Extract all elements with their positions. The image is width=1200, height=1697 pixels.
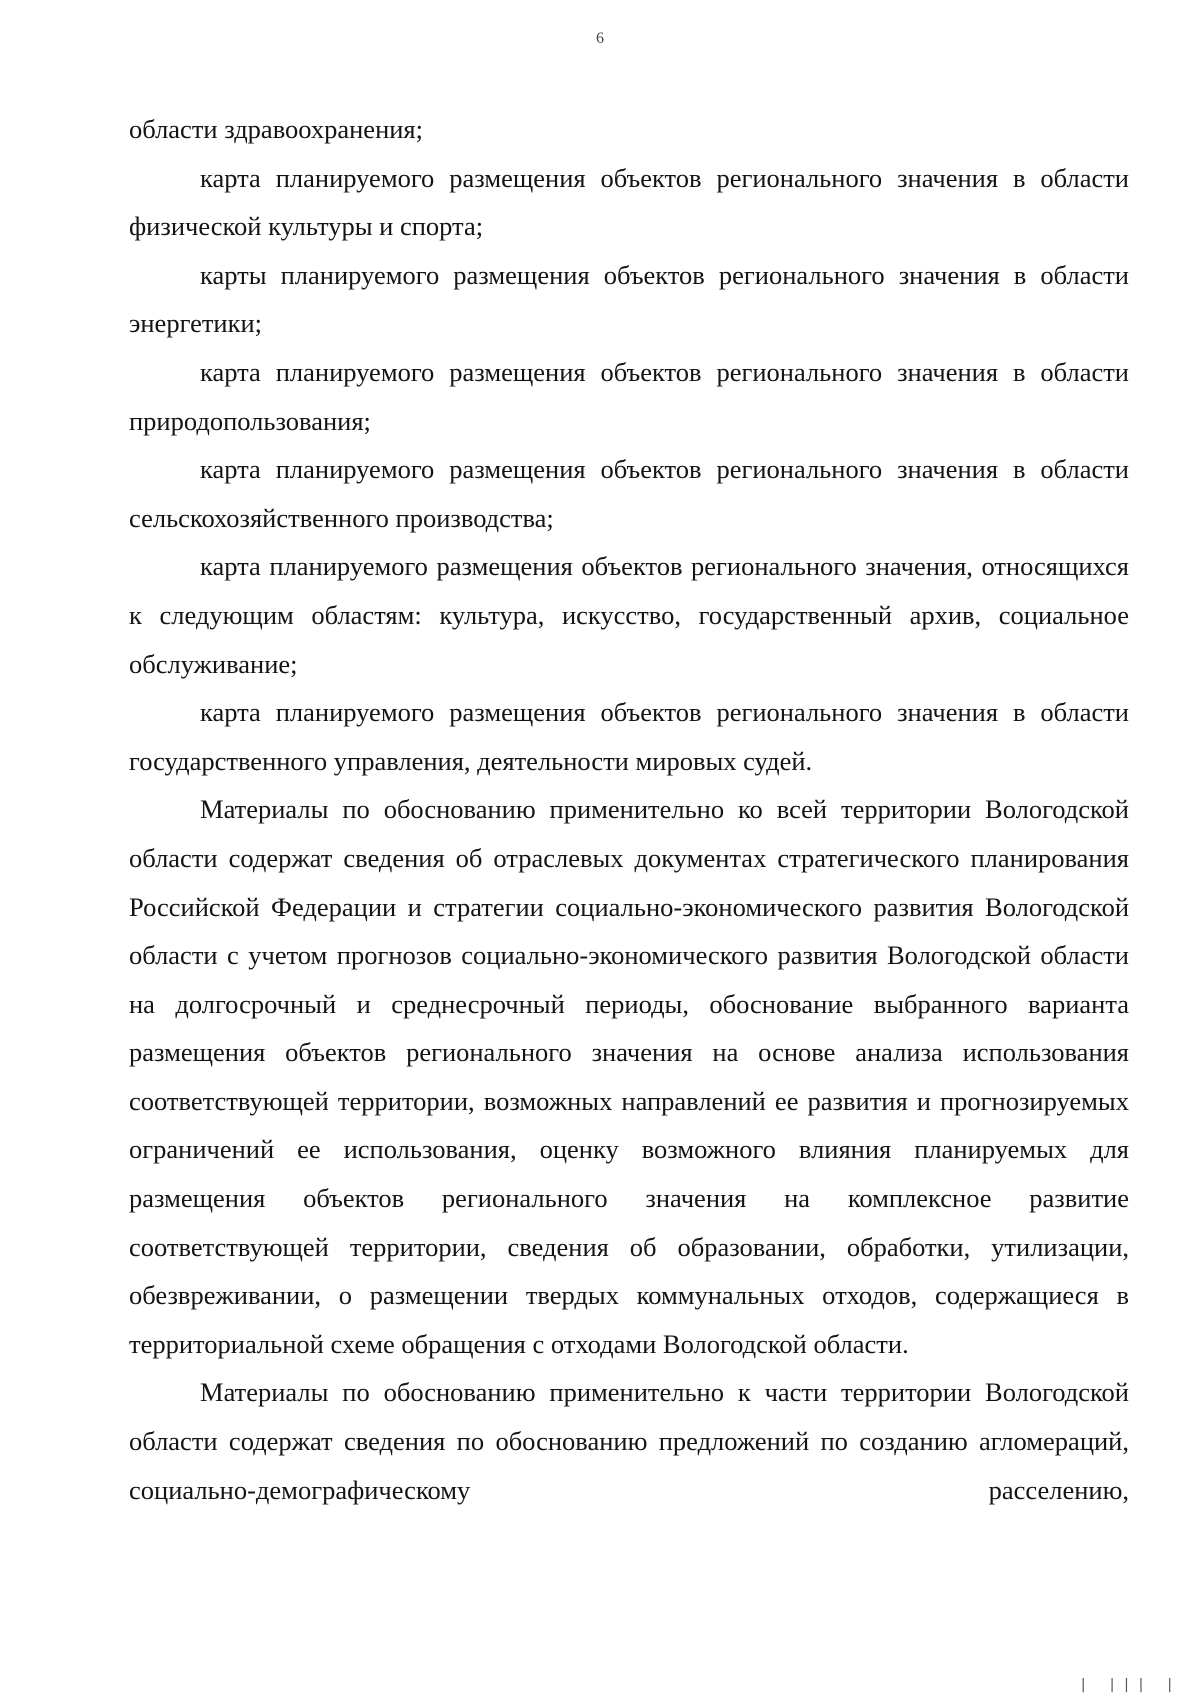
document-body (129, 105, 1129, 1514)
paragraph-materials-whole-territory: Материалы по обоснованию применительно ко всей территории Вологодской области содержат сведения об отраслевых документах стратегического планирования Российской Федерации и стратегии социально-экономического развития Вологодской области с учетом прогнозов социально-экономического развития Вологодской области на долгосрочный и среднесрочный периоды, обоснование выбранного варианта размещения объектов регионального значения на основе анализа использования соответствующей территории, возможных направлений ее развития и прогнозируемых ограничений ее использования, оценку возможного влияния планируемых для размещения объектов регионального значения на комплексное развитие соответствующей территории, сведения об образовании, обработки, утилизации, обезвреживании, о размещении твердых коммунальных отходов, содержащиеся в территориальной схеме обращения с отходами Вологодской области. (129, 794, 1129, 1359)
list-item-government-map: карта планируемого размещения объектов регионального значения в области государственного управления, деятельности мировых судей. (129, 697, 1129, 776)
paragraph-continuation: области здравоохранения; (129, 114, 423, 144)
page-number: 6 (596, 30, 604, 47)
list-item-culture-map: карта планируемого размещения объектов регионального значения, относящихся к следующим областям: культура, искусство, государственный архив, социальное обслуживание; (129, 551, 1129, 679)
list-item-energy-map: карты планируемого размещения объектов регионального значения в области энергетики; (129, 259, 1129, 339)
list-item-agriculture-map: карта планируемого размещения объектов регионального значения в области сельскохозяйственного производства; (129, 454, 1129, 533)
list-item-sport-map: карта планируемого размещения объектов регионального значения в области физической культуры и спорта; (129, 162, 1129, 242)
paragraph-materials-part-territory: Материалы по обоснованию применительно к части территории Вологодской области содержат сведения по обоснованию предложений по созданию агломераций, социально-демографическому расселению, (129, 1377, 1129, 1505)
scan-margin-marks: | ||| | (1078, 1677, 1180, 1693)
list-item-nature-map: карта планируемого размещения объектов регионального значения в области природопользования; (129, 356, 1129, 436)
